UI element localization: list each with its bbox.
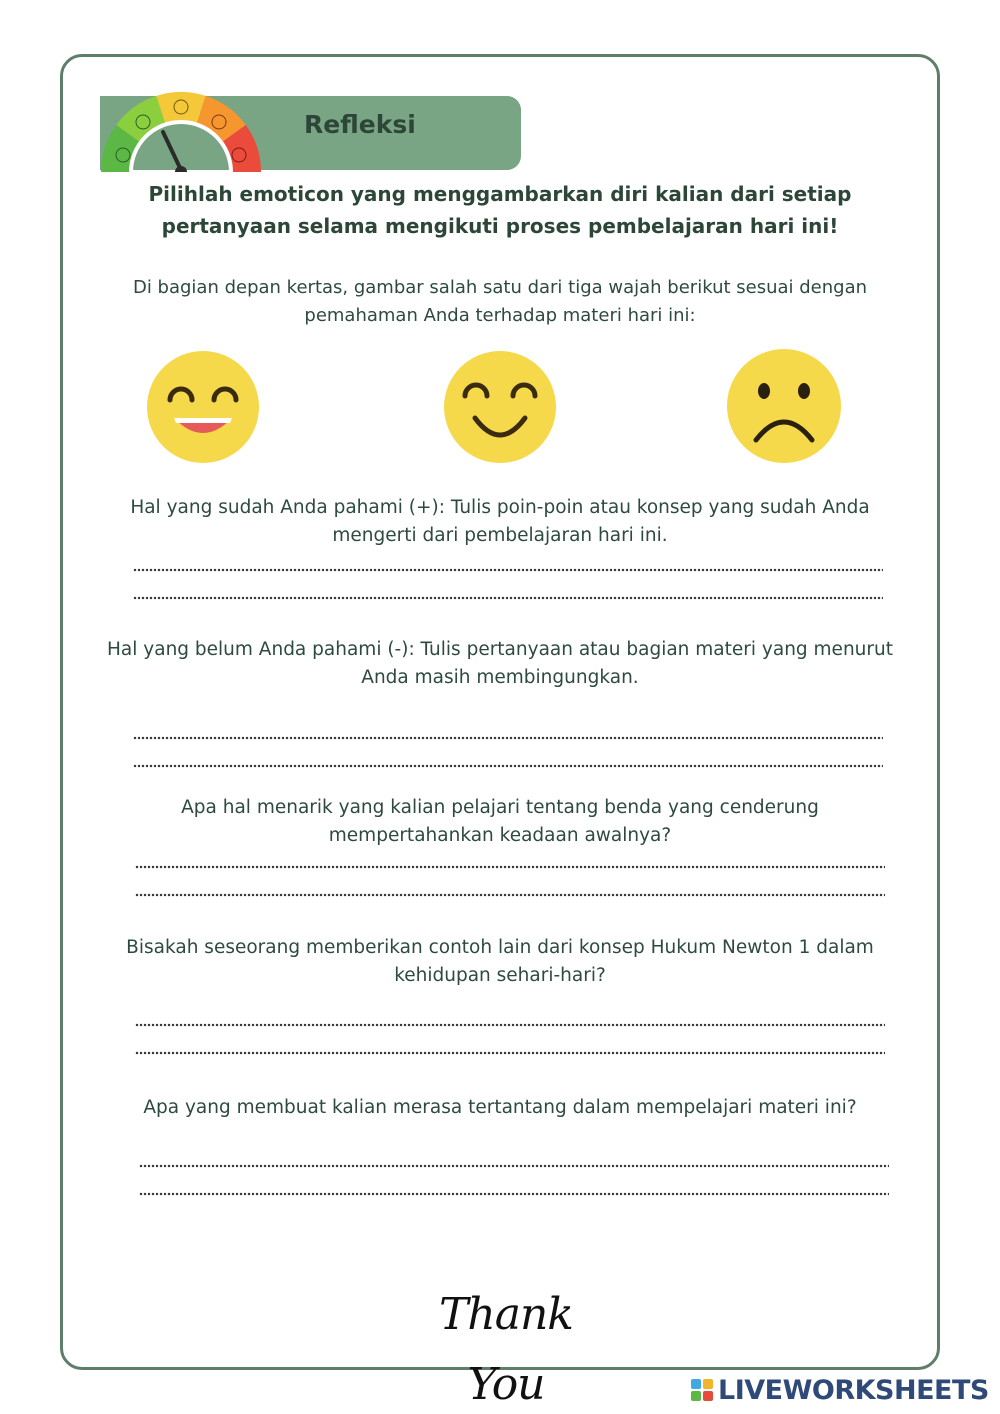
page-title: Refleksi bbox=[304, 110, 416, 139]
liveworksheets-brand[interactable] bbox=[690, 1375, 989, 1405]
answer-line-4b[interactable] bbox=[135, 1051, 885, 1055]
smiling-face-icon[interactable] bbox=[443, 350, 557, 464]
question-3: Apa hal menarik yang kalian pelajari tentang benda yang cenderung mempertahankan keadaan awalnya? bbox=[181, 797, 819, 846]
question-2: Hal yang belum Anda pahami (-): Tulis pertanyaan atau bagian materi yang menurut Anda masih membingungkan. bbox=[107, 639, 893, 688]
intro-text: Di bagian depan kertas, gambar salah satu dari tiga wajah berikut sesuai dengan pemahaman Anda terhadap materi hari ini: bbox=[132, 277, 868, 326]
thank-you-signature: Thank You bbox=[439, 1289, 573, 1410]
question-4: Bisakah seseorang memberikan contoh lain dari konsep Hukum Newton 1 dalam kehidupan sehari-hari? bbox=[126, 937, 874, 986]
answer-line-1a[interactable] bbox=[133, 568, 883, 572]
mood-gauge-icon bbox=[100, 90, 262, 172]
answer-line-1b[interactable] bbox=[133, 596, 883, 600]
instruction-text: Pilihlah emoticon yang menggambarkan diri kalian dari setiap pertanyaan selama mengikuti proses pembelajaran hari ini! bbox=[148, 182, 852, 238]
laughing-face-icon[interactable] bbox=[146, 350, 260, 464]
answer-line-5b[interactable] bbox=[139, 1192, 889, 1196]
answer-line-2a[interactable] bbox=[133, 736, 883, 740]
answer-line-4a[interactable] bbox=[135, 1023, 885, 1027]
frowning-face-icon[interactable] bbox=[726, 348, 842, 464]
answer-line-3b[interactable] bbox=[135, 893, 885, 897]
answer-line-5a[interactable] bbox=[139, 1164, 889, 1168]
question-5: Apa yang membuat kalian merasa tertantang dalam mempelajari materi ini? bbox=[143, 1097, 857, 1118]
answer-line-2b[interactable] bbox=[133, 764, 883, 768]
answer-line-3a[interactable] bbox=[135, 865, 885, 869]
question-1: Hal yang sudah Anda pahami (+): Tulis poin-poin atau konsep yang sudah Anda mengerti dari pembelajaran hari ini. bbox=[130, 497, 870, 546]
brand-name: LIVEWORKSHEETS bbox=[718, 1374, 989, 1406]
liveworksheets-logo-icon bbox=[690, 1378, 714, 1402]
